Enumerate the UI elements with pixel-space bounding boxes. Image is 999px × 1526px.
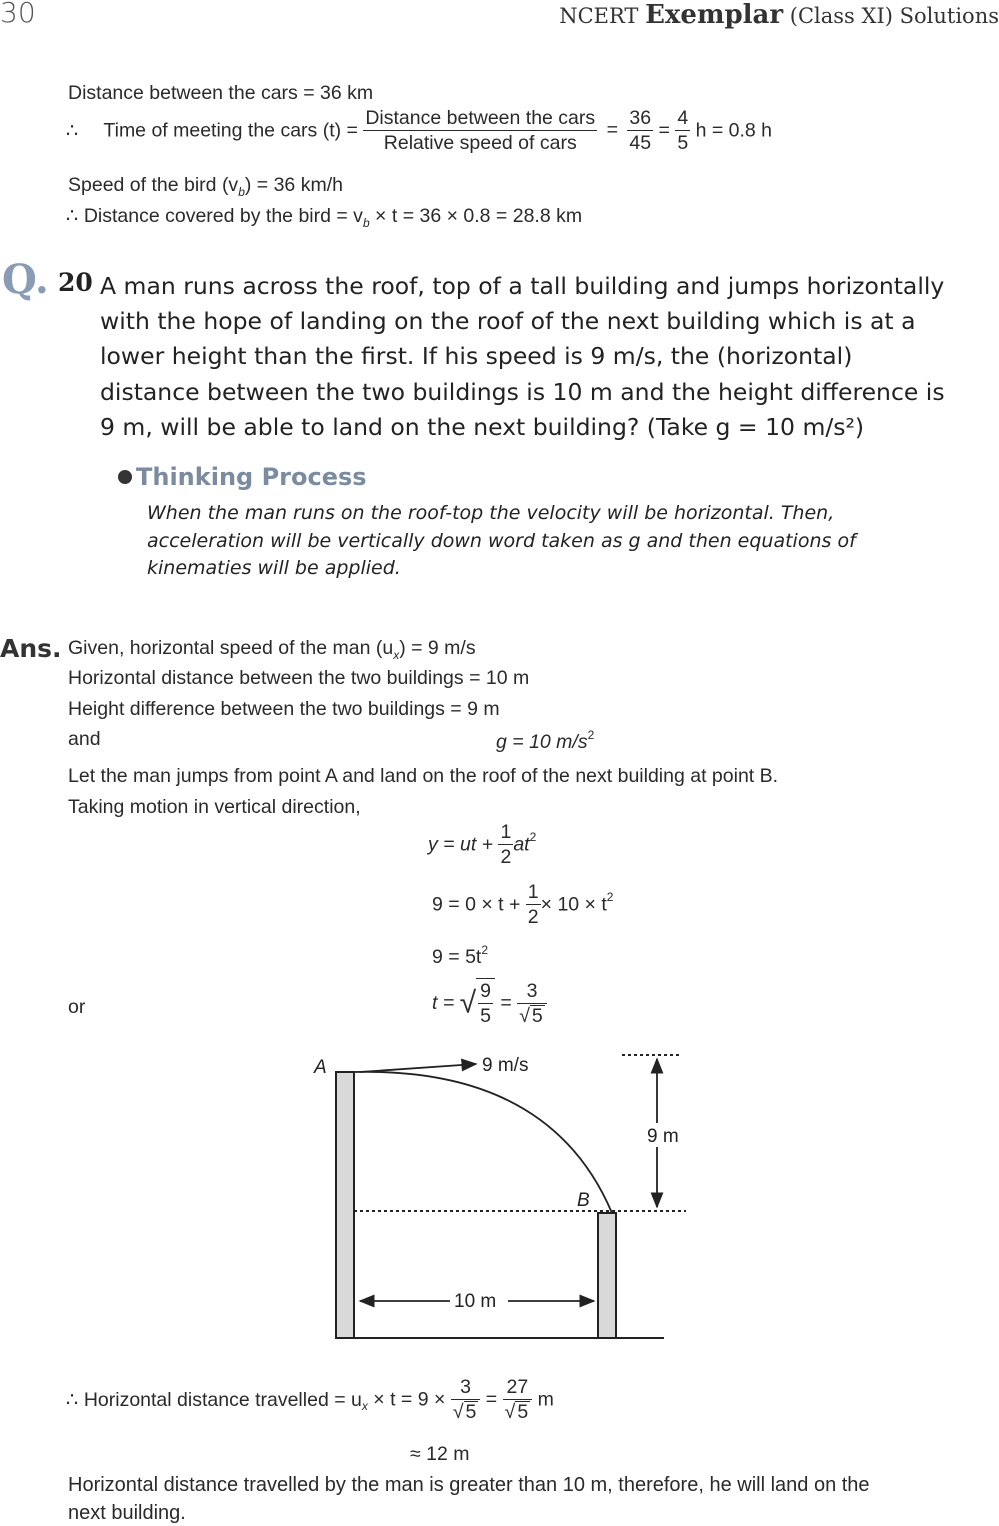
eq1-left: y = ut + bbox=[428, 833, 494, 856]
eq4-rden: 5 bbox=[531, 1004, 543, 1027]
bird-dist-text: ∴ Distance covered by the bird = v bbox=[66, 205, 363, 227]
short-building bbox=[598, 1213, 616, 1338]
time-eq1: = bbox=[606, 119, 618, 142]
bulb-icon bbox=[118, 470, 132, 484]
eq2-half-num: 1 bbox=[526, 880, 541, 905]
fraction-36-45 bbox=[627, 106, 653, 156]
eq1-right: at bbox=[513, 833, 530, 856]
eq1-half-num: 1 bbox=[498, 820, 513, 845]
eq4-den: 5 bbox=[480, 1005, 491, 1028]
eq1-sup: 2 bbox=[529, 830, 537, 845]
conclusion-line-2: next building. bbox=[68, 1502, 186, 1524]
question-line-5: 9 m, will be able to land on the next building? (Take g = 10 m/s²) bbox=[100, 412, 865, 441]
running-header bbox=[559, 0, 999, 30]
projectile-diagram bbox=[300, 1045, 700, 1345]
horiz-den2: 5 bbox=[517, 1401, 529, 1424]
thinking-process-heading bbox=[118, 463, 367, 491]
time-eq2: = bbox=[658, 119, 670, 142]
velocity-label: 9 m/s bbox=[482, 1055, 529, 1076]
question-line-1: A man runs across the roof, top of a tall building and jumps horizontally bbox=[100, 272, 945, 300]
frac-5: 5 bbox=[677, 132, 689, 155]
thinking-text bbox=[147, 500, 941, 583]
answer-line-3: Height difference between the two buildings = 9 m bbox=[68, 698, 500, 720]
sqrt-radical-icon: √ bbox=[459, 986, 477, 1020]
answer-label: Ans. bbox=[0, 634, 62, 663]
thinking-line-2: acceleration will be vertically down word taken as g and then equations of bbox=[147, 529, 856, 552]
thinking-title: Thinking Process bbox=[136, 463, 367, 491]
equation-3 bbox=[432, 943, 488, 969]
equation-1 bbox=[428, 820, 536, 870]
sqrt-icon: √ bbox=[519, 1004, 530, 1027]
horiz-frac-1 bbox=[451, 1375, 481, 1425]
velocity-arrow bbox=[360, 1064, 476, 1072]
question-text bbox=[100, 269, 999, 445]
question-mark: Q. bbox=[2, 256, 49, 303]
time-frac-den: Relative speed of cars bbox=[383, 132, 577, 155]
answer-line-6: Taking motion in vertical direction, bbox=[68, 796, 361, 818]
header-bold: Exemplar bbox=[645, 0, 784, 30]
eq1-half bbox=[498, 820, 513, 870]
conclusion-line-1: Horizontal distance travelled by the man is greater than 10 m, therefore, he will land on the bbox=[68, 1474, 870, 1496]
page-number: 30 bbox=[0, 0, 36, 29]
answer-or: or bbox=[68, 996, 86, 1018]
horiz-mid: × t = 9 × bbox=[373, 1388, 446, 1411]
time-result: h = 0.8 h bbox=[695, 119, 773, 142]
bird-dist-end: × t = 36 × 0.8 = 28.8 km bbox=[375, 205, 583, 227]
time-fraction bbox=[363, 106, 597, 156]
therefore-symbol: ∴ bbox=[66, 119, 79, 142]
answer-line-5: Let the man jumps from point A and land on the roof of the next building at point B. bbox=[68, 765, 779, 787]
prev-distance-line: Distance between the cars = 36 km bbox=[68, 82, 374, 104]
approx-line: ≈ 12 m bbox=[410, 1443, 470, 1465]
question-line-4: distance between the two buildings is 10 m and the height difference is bbox=[100, 377, 945, 406]
label-b: B bbox=[577, 1190, 590, 1211]
bird-speed-end: ) = 36 km/h bbox=[244, 174, 343, 196]
time-frac-num: Distance between the cars bbox=[363, 106, 597, 131]
frac-4: 4 bbox=[675, 106, 690, 131]
eq4-sqrt bbox=[476, 978, 495, 1029]
bird-distance-line bbox=[66, 204, 582, 230]
bird-speed-text: Speed of the bird (v bbox=[68, 174, 239, 196]
label-a: A bbox=[314, 1057, 327, 1078]
eq4-rden-wrap bbox=[517, 1004, 547, 1028]
prev-time-line bbox=[66, 106, 772, 156]
horiz-sub: x bbox=[361, 1399, 368, 1414]
answer-g-value bbox=[496, 728, 594, 754]
frac-45: 45 bbox=[629, 132, 652, 155]
horizontal-distance-line bbox=[66, 1375, 554, 1425]
frac-36: 36 bbox=[627, 106, 653, 131]
horiz-num2: 27 bbox=[503, 1375, 533, 1400]
eq4-eq: = bbox=[500, 991, 512, 1014]
answer-line-2: Horizontal distance between the two buildings = 10 m bbox=[68, 667, 530, 689]
header-suffix: (Class XI) Solutions bbox=[789, 4, 999, 28]
fraction-4-5 bbox=[675, 106, 690, 156]
eq2-sup: 2 bbox=[606, 890, 614, 905]
sqrt-icon: √ bbox=[452, 1401, 464, 1424]
equation-2 bbox=[432, 880, 613, 930]
g-value-text: g = 10 m/s bbox=[496, 731, 588, 753]
horiz-den2-wrap bbox=[503, 1400, 533, 1424]
eq2-half bbox=[526, 880, 541, 930]
eq4-frac bbox=[478, 979, 493, 1029]
given-text: Given, horizontal speed of the man (u bbox=[68, 637, 394, 659]
bird-speed-line bbox=[68, 174, 343, 199]
horiz-den1: 5 bbox=[465, 1401, 477, 1424]
thinking-line-3: kinematies will be applied. bbox=[147, 557, 401, 579]
header-prefix: NCERT bbox=[559, 4, 639, 28]
bird-dist-sub: b bbox=[362, 216, 370, 230]
question-line-3: lower height than the first. If his speed is 9 m/s, the (horizontal) bbox=[100, 342, 853, 371]
sqrt-icon: √ bbox=[504, 1401, 516, 1424]
distance-label: 10 m bbox=[454, 1291, 497, 1312]
given-sub: x bbox=[393, 648, 400, 662]
eq4-left: t = bbox=[432, 991, 455, 1014]
g-value-sup: 2 bbox=[587, 728, 595, 742]
horiz-prefix: ∴ Horizontal distance travelled = u bbox=[66, 1388, 362, 1411]
question-number: 20 bbox=[58, 268, 93, 297]
thinking-line-1: When the man runs on the roof-top the velocity will be horizontal. Then, bbox=[147, 502, 835, 524]
eq4-num: 9 bbox=[478, 979, 493, 1004]
eq3-text: 9 = 5t bbox=[432, 946, 482, 968]
answer-given-line bbox=[68, 637, 476, 662]
eq2-half-den: 2 bbox=[527, 906, 539, 929]
horiz-eq: = bbox=[485, 1388, 498, 1411]
eq2-right: × 10 × t bbox=[540, 893, 607, 916]
bird-speed-sub: b bbox=[238, 185, 245, 199]
horiz-unit: m bbox=[537, 1388, 554, 1411]
trajectory-curve bbox=[354, 1072, 612, 1213]
eq4-result bbox=[517, 979, 547, 1029]
horiz-den1-wrap bbox=[451, 1400, 481, 1424]
eq2-left: 9 = 0 × t + bbox=[432, 893, 521, 916]
tall-building bbox=[336, 1072, 354, 1338]
horiz-num1: 3 bbox=[451, 1375, 481, 1400]
given-end: ) = 9 m/s bbox=[399, 637, 476, 659]
horiz-frac-2 bbox=[503, 1375, 533, 1425]
question-line-2: with the hope of landing on the roof of the next building which is at a bbox=[100, 307, 916, 336]
answer-and: and bbox=[68, 728, 101, 750]
eq4-rnum: 3 bbox=[517, 979, 547, 1004]
eq3-sup: 2 bbox=[481, 943, 489, 957]
equation-4 bbox=[432, 978, 547, 1029]
time-label: Time of meeting the cars (t) = bbox=[103, 119, 358, 142]
eq1-half-den: 2 bbox=[500, 846, 512, 869]
height-label: 9 m bbox=[647, 1126, 679, 1147]
